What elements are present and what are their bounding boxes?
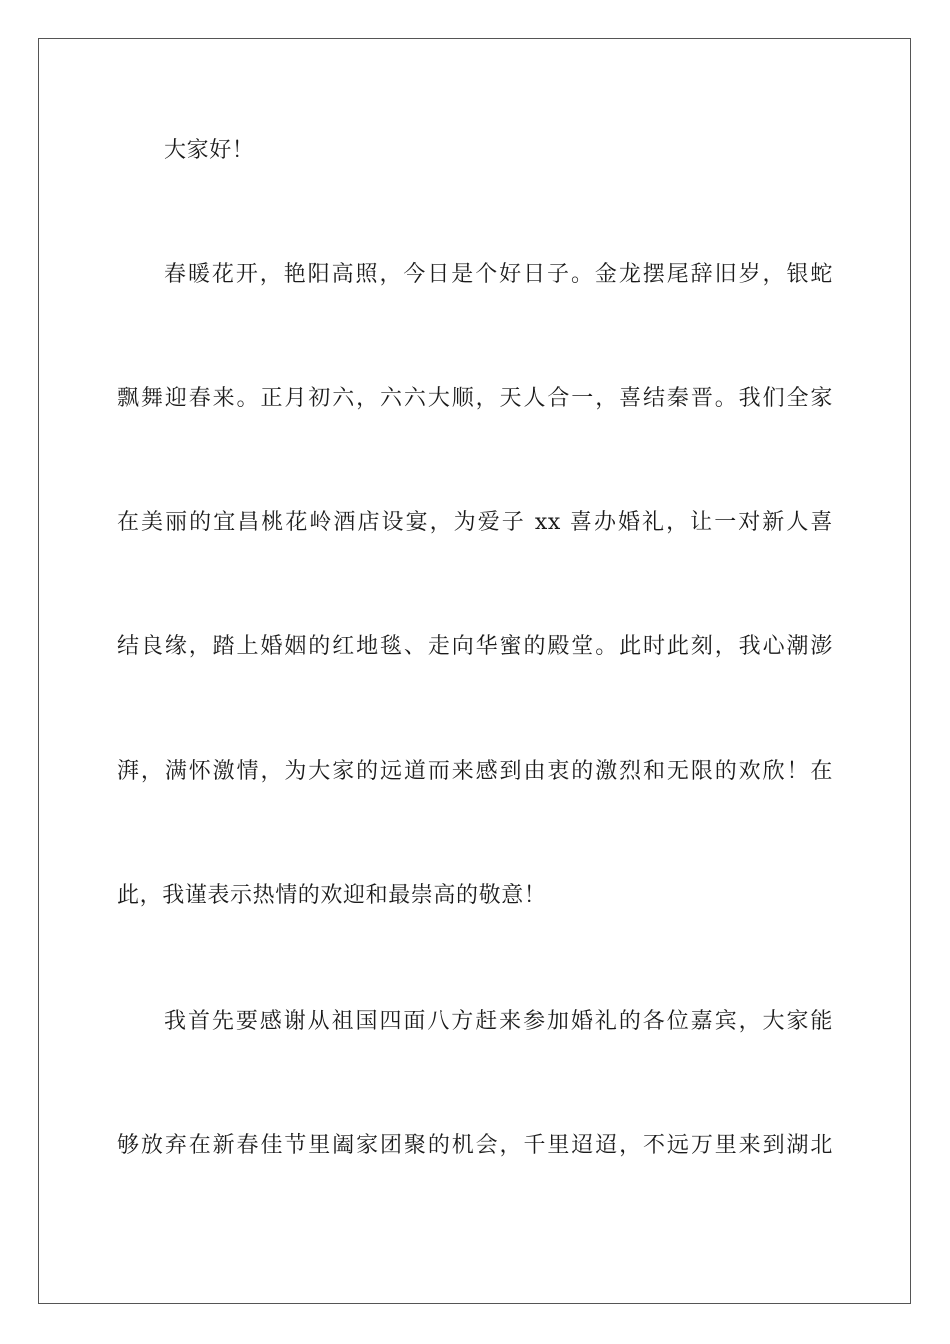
paragraph-1-line-1: 春暖花开，艳阳高照，今日是个好日子。金龙摆尾辞旧岁，银蛇	[164, 262, 833, 287]
page-frame	[38, 38, 911, 1304]
paragraph-1-line-5: 湃，满怀激情，为大家的远道而来感到由衷的激烈和无限的欢欣！在	[117, 759, 833, 784]
paragraph-1-line-6: 此，我谨表示热情的欢迎和最崇高的敬意！	[117, 883, 547, 908]
paragraph-1-line-2: 飘舞迎春来。正月初六，六六大顺，天人合一，喜结秦晋。我们全家	[117, 386, 833, 411]
greeting-line: 大家好！	[164, 138, 255, 163]
paragraph-1-line-4: 结良缘，踏上婚姻的红地毯、走向华蜜的殿堂。此时此刻，我心潮澎	[117, 634, 833, 659]
paragraph-2-line-1: 我首先要感谢从祖国四面八方赶来参加婚礼的各位嘉宾，大家能	[164, 1009, 833, 1034]
paragraph-2-line-2: 够放弃在新春佳节里阖家团聚的机会，千里迢迢，不远万里来到湖北	[117, 1133, 833, 1158]
paragraph-1-line-3: 在美丽的宜昌桃花岭酒店设宴，为爱子 xx 喜办婚礼，让一对新人喜	[117, 510, 833, 535]
